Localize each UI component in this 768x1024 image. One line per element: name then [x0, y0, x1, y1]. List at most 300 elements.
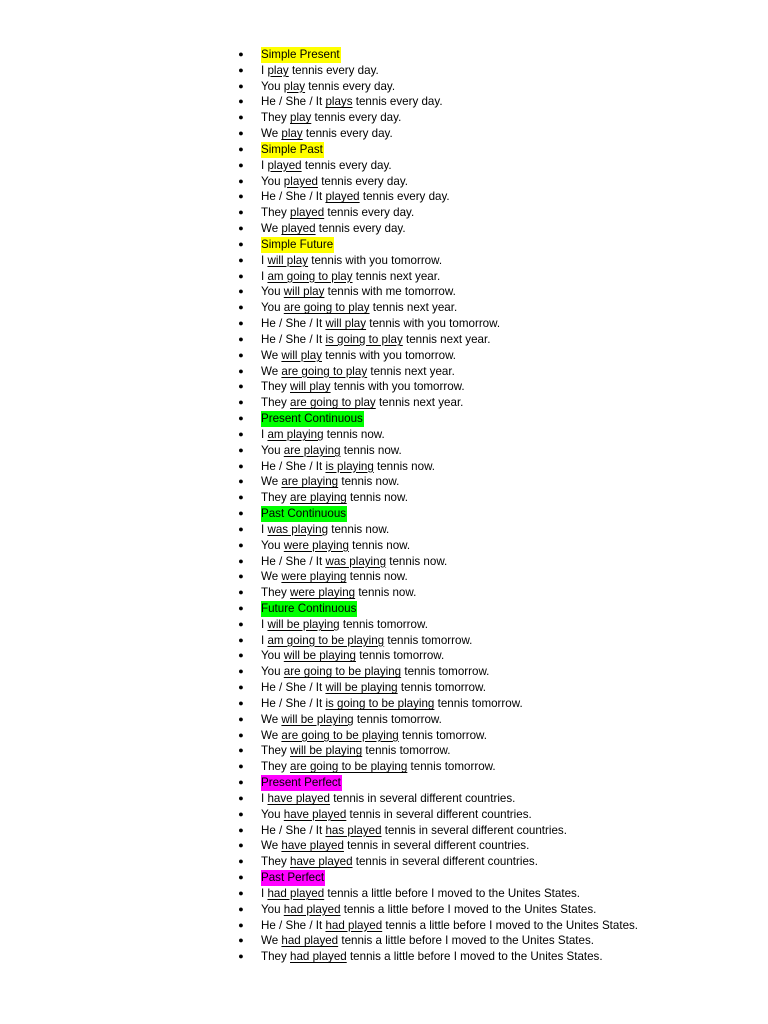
sentence: [261, 158, 392, 174]
verb-phrase: will be playing: [325, 681, 398, 695]
list-item: [0, 269, 768, 285]
sentence-rest: tennis every day.: [301, 158, 392, 172]
bullet-icon: ●: [238, 523, 244, 534]
verb-phrase: have played: [283, 807, 347, 821]
sentence: [261, 854, 538, 870]
bullet-icon: ●: [238, 428, 244, 439]
verb-phrase: played: [325, 190, 360, 204]
bullet-icon: ●: [238, 808, 244, 819]
subject-text: They: [261, 760, 290, 774]
sentence-rest: tennis tomorrow.: [362, 744, 451, 758]
list-item: [0, 886, 768, 902]
bullet-icon: ●: [238, 381, 244, 392]
sentence-rest: tennis now.: [346, 570, 408, 584]
subject-text: You: [261, 174, 284, 188]
bullet-icon: ●: [238, 903, 244, 914]
bullet-icon: ●: [238, 887, 244, 898]
bullet-icon: ●: [238, 96, 244, 107]
verb-phrase: will play: [283, 285, 325, 299]
bullet-icon: ●: [238, 856, 244, 867]
list-item: [0, 633, 768, 649]
subject-text: You: [261, 79, 284, 93]
sentence-rest: tennis a little before I moved to the Unites States.: [338, 934, 594, 948]
bullet-icon: ●: [238, 460, 244, 471]
bullet-icon: ●: [238, 508, 244, 519]
sentence-rest: tennis every day.: [305, 79, 396, 93]
verb-phrase: are going to be playing: [281, 728, 399, 742]
verb-phrase: played: [281, 222, 316, 236]
verb-phrase: was playing: [325, 554, 387, 568]
sentence: [261, 569, 408, 585]
sentence-rest: tennis with me tomorrow.: [324, 285, 456, 299]
bullet-icon: ●: [238, 318, 244, 329]
subject-text: They: [261, 586, 290, 600]
sentence-rest: tennis now.: [340, 443, 402, 457]
sentence: [261, 791, 515, 807]
sentence-rest: tennis in several different countries.: [329, 791, 516, 805]
sentence: [261, 538, 410, 554]
subject-text: You: [261, 665, 284, 679]
verb-phrase: were playing: [283, 538, 349, 552]
bullet-icon: ●: [238, 191, 244, 202]
sentence: [261, 205, 414, 221]
bullet-icon: ●: [238, 587, 244, 598]
list-item: [0, 807, 768, 823]
verb-phrase: will be playing: [267, 617, 340, 631]
sentence-rest: tennis tomorrow.: [353, 712, 442, 726]
list-item: [0, 284, 768, 300]
verb-phrase: has played: [325, 823, 382, 837]
subject-text: I: [261, 617, 268, 631]
bullet-icon: ●: [238, 634, 244, 645]
bullet-icon: ●: [238, 159, 244, 170]
list-item: [0, 126, 768, 142]
list-item: [0, 759, 768, 775]
list-item: [0, 854, 768, 870]
list-item: [0, 918, 768, 934]
sentence-rest: tennis every day.: [352, 95, 443, 109]
subject-text: You: [261, 807, 284, 821]
subject-text: I: [261, 63, 268, 77]
sentence: [261, 585, 416, 601]
sentence-rest: tennis in several different countries.: [343, 839, 530, 853]
sentence: [261, 838, 529, 854]
sentence: [261, 680, 486, 696]
sentence: [261, 364, 455, 380]
bullet-icon: ●: [238, 112, 244, 123]
verb-phrase: were playing: [281, 570, 347, 584]
section-title: Simple Past: [261, 142, 323, 156]
sentence-rest: tennis now.: [355, 586, 417, 600]
verb-phrase: are going to play: [283, 301, 370, 315]
sentence: [261, 94, 443, 110]
sentence: [261, 933, 594, 949]
bullet-icon: ●: [238, 128, 244, 139]
list-item: [0, 427, 768, 443]
sentence: [261, 712, 442, 728]
list-item: [0, 648, 768, 664]
list-item: [0, 728, 768, 744]
subject-text: I: [261, 522, 268, 536]
list-item: [0, 680, 768, 696]
sentence: [261, 348, 456, 364]
list-item: [0, 110, 768, 126]
sentence: [261, 664, 489, 680]
section-title: Past Perfect: [261, 871, 325, 885]
verb-phrase: is going to play: [325, 332, 403, 346]
bullet-icon: ●: [238, 666, 244, 677]
bullet-icon: ●: [238, 602, 244, 613]
subject-text: He / She / It: [261, 696, 326, 710]
bullet-icon: ●: [238, 302, 244, 313]
section-heading: [0, 506, 768, 522]
bullet-icon: ●: [238, 618, 244, 629]
bullet-icon: ●: [238, 571, 244, 582]
subject-text: We: [261, 839, 282, 853]
verb-phrase: are going to play: [281, 364, 368, 378]
sentence-rest: tennis every day.: [317, 174, 408, 188]
list-item: [0, 300, 768, 316]
section-heading: [0, 775, 768, 791]
sentence-rest: tennis next year.: [375, 396, 464, 410]
subject-text: They: [261, 855, 290, 869]
sentence-rest: tennis next year.: [402, 332, 491, 346]
verb-phrase: will play: [267, 253, 309, 267]
sentence-rest: tennis next year.: [367, 364, 455, 378]
bullet-icon: ●: [238, 64, 244, 75]
bullet-icon: ●: [238, 951, 244, 962]
subject-text: They: [261, 491, 290, 505]
section-title: Past Continuous: [261, 507, 347, 521]
verb-phrase: was playing: [267, 522, 329, 536]
sentence-rest: tennis tomorrow.: [434, 696, 523, 710]
sentence-rest: tennis now.: [386, 554, 448, 568]
sentence: [261, 759, 496, 775]
sentence-rest: tennis a little before I moved to the Unites States.: [340, 902, 597, 916]
sentence: [261, 696, 523, 712]
bullet-icon: ●: [238, 761, 244, 772]
sentence: [261, 300, 457, 316]
sentence: [261, 379, 465, 395]
bullet-icon: ●: [238, 745, 244, 756]
verb-phrase: will play: [325, 317, 367, 331]
sentence-rest: tennis a little before I moved to the Unites States.: [382, 918, 639, 932]
sentence: [261, 617, 428, 633]
verb-phrase: am going to play: [267, 269, 353, 283]
subject-text: He / She / It: [261, 918, 326, 932]
sentence: [261, 174, 408, 190]
sentence: [261, 743, 450, 759]
sentence: [261, 633, 472, 649]
list-item: [0, 554, 768, 570]
section-title: Present Perfect: [261, 776, 341, 790]
bullet-icon: ●: [238, 539, 244, 550]
sentence-rest: tennis tomorrow.: [407, 760, 496, 774]
section-heading: [0, 870, 768, 886]
sentence: [261, 648, 444, 664]
subject-text: We: [261, 222, 282, 236]
list-item: [0, 712, 768, 728]
sentence: [261, 269, 440, 285]
list-item: [0, 443, 768, 459]
subject-text: I: [261, 158, 268, 172]
sentence-rest: tennis next year.: [352, 269, 441, 283]
list-item: [0, 205, 768, 221]
bullet-icon: ●: [238, 919, 244, 930]
verb-phrase: play: [290, 111, 312, 125]
subject-text: We: [261, 348, 282, 362]
sentence: [261, 918, 638, 934]
subject-text: You: [261, 285, 284, 299]
verb-phrase: played: [290, 206, 325, 220]
bullet-icon: ●: [238, 682, 244, 693]
sentence: [261, 886, 580, 902]
sentence: [261, 459, 435, 475]
sentence-rest: tennis with you tomorrow.: [330, 380, 465, 394]
verb-phrase: is going to be playing: [325, 696, 435, 710]
verb-phrase: were playing: [290, 586, 356, 600]
verb-phrase: am going to be playing: [267, 633, 385, 647]
bullet-icon: ●: [238, 840, 244, 851]
list-item: [0, 664, 768, 680]
subject-text: He / She / It: [261, 332, 326, 346]
subject-text: We: [261, 127, 282, 141]
verb-phrase: am playing: [267, 427, 324, 441]
sentence-rest: tennis in several different countries.: [381, 823, 567, 837]
subject-text: I: [261, 427, 268, 441]
section-title: Simple Present: [261, 48, 340, 61]
list-item: [0, 490, 768, 506]
sentence-rest: tennis every day.: [315, 222, 406, 236]
sentence-rest: tennis every day.: [324, 206, 415, 220]
list-item: [0, 174, 768, 190]
section-title: Present Continuous: [261, 412, 363, 426]
subject-text: He / She / It: [261, 554, 326, 568]
sentence: [261, 427, 385, 443]
subject-text: You: [261, 649, 284, 663]
sentence: [261, 110, 401, 126]
subject-text: I: [261, 791, 268, 805]
verb-phrase: are going to play: [290, 396, 376, 410]
bullet-icon: ●: [238, 238, 244, 249]
section-title: Future Continuous: [261, 601, 357, 615]
verb-phrase: are going to be playing: [290, 760, 408, 774]
bullet-icon: ●: [238, 413, 244, 424]
sentence: [261, 474, 399, 490]
section-heading: [0, 142, 768, 158]
sentence-rest: tennis now.: [348, 538, 411, 552]
list-item: [0, 696, 768, 712]
list-item: [0, 617, 768, 633]
sentence-rest: tennis now.: [323, 427, 385, 441]
subject-text: They: [261, 950, 290, 964]
subject-text: They: [261, 111, 290, 125]
bullet-icon: ●: [238, 270, 244, 281]
verb-phrase: are playing: [290, 491, 347, 505]
verb-phrase: are playing: [281, 475, 339, 489]
sentence-rest: tennis in several different countries.: [352, 855, 538, 869]
sentence: [261, 807, 532, 823]
sentence-rest: tennis with you tomorrow.: [366, 317, 501, 331]
sentence: [261, 316, 500, 332]
sentence-rest: tennis tomorrow.: [355, 649, 445, 663]
sentence: [261, 728, 487, 744]
subject-text: He / She / It: [261, 317, 326, 331]
subject-text: You: [261, 902, 284, 916]
sentence-rest: tennis every day.: [302, 127, 393, 141]
verb-phrase: had played: [290, 950, 347, 964]
bullet-icon: ●: [238, 207, 244, 218]
subject-text: He / She / It: [261, 681, 326, 695]
sentence-rest: tennis every day.: [311, 111, 402, 125]
bullet-icon: ●: [238, 143, 244, 154]
sentence: [261, 253, 442, 269]
list-item: [0, 348, 768, 364]
list-item: [0, 474, 768, 490]
list-item: [0, 189, 768, 205]
list-item: [0, 379, 768, 395]
sentence-rest: tennis tomorrow.: [401, 665, 490, 679]
bullet-icon: ●: [238, 175, 244, 186]
subject-text: They: [261, 206, 290, 220]
subject-text: They: [261, 380, 290, 394]
bullet-icon: ●: [238, 729, 244, 740]
bullet-icon: ●: [238, 697, 244, 708]
subject-text: They: [261, 396, 290, 410]
subject-text: I: [261, 886, 268, 900]
sentence: [261, 79, 395, 95]
verb-phrase: plays: [325, 95, 353, 109]
list-item: [0, 522, 768, 538]
sentence: [261, 949, 603, 965]
sentence: [261, 443, 402, 459]
sentence-rest: tennis every day.: [288, 63, 379, 77]
bullet-icon: ●: [238, 444, 244, 455]
verb-phrase: have played: [281, 839, 344, 853]
verb-phrase: play: [283, 79, 306, 93]
bullet-icon: ●: [238, 49, 244, 59]
subject-text: He / She / It: [261, 823, 326, 837]
subject-text: I: [261, 633, 268, 647]
sentence-rest: tennis every day.: [359, 190, 450, 204]
verb-phrase: played: [267, 158, 302, 172]
verb-phrase: are playing: [283, 443, 341, 457]
bullet-icon: ●: [238, 650, 244, 661]
list-item: [0, 253, 768, 269]
sentence: [261, 554, 447, 570]
bullet-icon: ●: [238, 824, 244, 835]
bullet-icon: ●: [238, 254, 244, 265]
list-item: [0, 933, 768, 949]
section-title: Simple Future: [261, 237, 334, 251]
bullet-icon: ●: [238, 80, 244, 91]
bullet-icon: ●: [238, 397, 244, 408]
sentence-rest: tennis tomorrow.: [397, 681, 486, 695]
sentence: [261, 332, 490, 348]
section-heading: [0, 601, 768, 617]
subject-text: We: [261, 934, 282, 948]
list-item: [0, 332, 768, 348]
subject-text: We: [261, 364, 282, 378]
sentence: [261, 490, 408, 506]
list-item: [0, 823, 768, 839]
list-item: [0, 538, 768, 554]
subject-text: I: [261, 253, 268, 267]
verb-phrase: play: [281, 127, 303, 141]
bullet-icon: ●: [238, 286, 244, 297]
sentence-rest: tennis now.: [373, 459, 436, 473]
bullet-icon: ●: [238, 365, 244, 376]
sentence-rest: tennis now.: [328, 522, 390, 536]
verb-phrase: will be playing: [283, 649, 356, 663]
sentence: [261, 189, 450, 205]
bullet-icon: ●: [238, 333, 244, 344]
verb-phrase: play: [267, 63, 289, 77]
list-item: [0, 902, 768, 918]
section-heading: [0, 47, 768, 63]
sentence-rest: tennis a little before I moved to the Unites States.: [324, 886, 581, 900]
sentence: [261, 221, 406, 237]
list-item: [0, 94, 768, 110]
sentence-rest: tennis now.: [338, 475, 400, 489]
verb-phrase: is playing: [325, 459, 374, 473]
sentence: [261, 395, 463, 411]
subject-text: He / She / It: [261, 95, 326, 109]
tense-list: [0, 47, 768, 965]
verb-phrase: had played: [283, 902, 341, 916]
sentence: [261, 522, 389, 538]
sentence-rest: tennis in several different countries.: [346, 807, 532, 821]
subject-text: We: [261, 475, 282, 489]
list-item: [0, 791, 768, 807]
verb-phrase: are going to be playing: [283, 665, 402, 679]
sentence-rest: tennis next year.: [369, 301, 458, 315]
subject-text: You: [261, 301, 284, 315]
sentence-rest: tennis a little before I moved to the Unites States.: [346, 950, 603, 964]
subject-text: They: [261, 744, 290, 758]
list-item: [0, 585, 768, 601]
section-heading: [0, 411, 768, 427]
verb-phrase: will play: [281, 348, 322, 362]
sentence: [261, 63, 379, 79]
subject-text: You: [261, 538, 284, 552]
bullet-icon: ●: [238, 492, 244, 503]
verb-phrase: had played: [267, 886, 325, 900]
verb-phrase: played: [283, 174, 318, 188]
list-item: [0, 63, 768, 79]
subject-text: We: [261, 712, 282, 726]
verb-phrase: will be playing: [281, 712, 354, 726]
verb-phrase: will play: [290, 380, 331, 394]
subject-text: We: [261, 728, 282, 742]
bullet-icon: ●: [238, 713, 244, 724]
sentence-rest: tennis with you tomorrow.: [308, 253, 443, 267]
sentence-rest: tennis tomorrow.: [398, 728, 488, 742]
bullet-icon: ●: [238, 872, 244, 883]
bullet-icon: ●: [238, 476, 244, 487]
bullet-icon: ●: [238, 349, 244, 360]
list-item: [0, 221, 768, 237]
bullet-icon: ●: [238, 223, 244, 234]
list-item: [0, 79, 768, 95]
verb-phrase: have played: [267, 791, 330, 805]
list-item: [0, 158, 768, 174]
subject-text: He / She / It: [261, 190, 326, 204]
sentence: [261, 902, 596, 918]
list-item: [0, 838, 768, 854]
verb-phrase: had played: [281, 934, 339, 948]
bullet-icon: ●: [238, 935, 244, 946]
